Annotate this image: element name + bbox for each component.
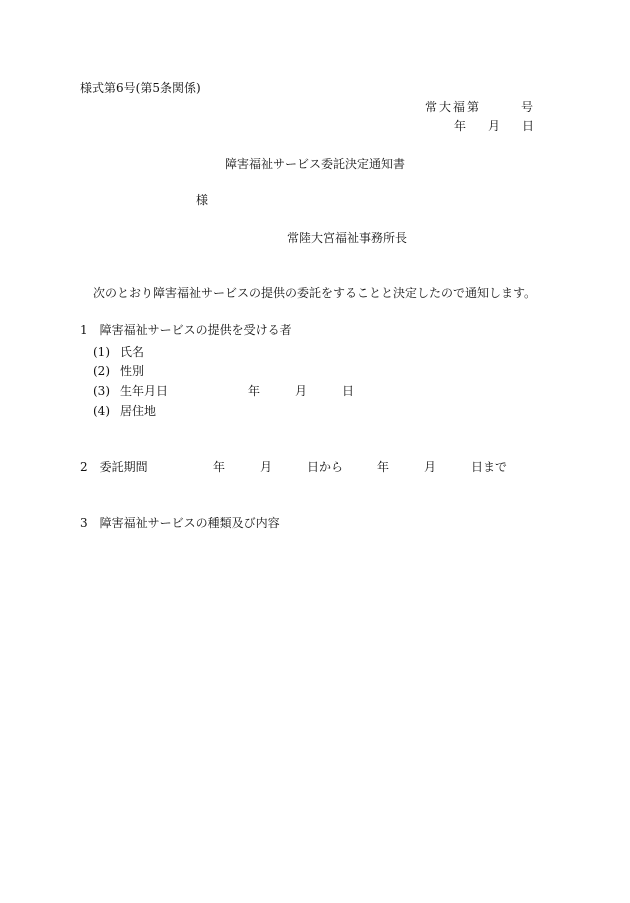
issuer-name: 常陸大宮福祉事務所長 [287, 231, 408, 245]
birthdate-year: 年 [248, 384, 261, 398]
body-text: 次のとおり障害福祉サービスの提供の委託をすることと決定したので通知します。 [93, 286, 537, 300]
addressee-suffix: 様 [196, 193, 209, 207]
item-4-number: (4) [93, 404, 110, 418]
period-start-month: 月 [260, 460, 273, 474]
item-2-number: (2) [93, 364, 110, 378]
issue-date-month: 月 [488, 119, 501, 133]
section-1-heading: 1 障害福祉サービスの提供を受ける者 [80, 323, 292, 337]
period-end-month: 月 [424, 460, 437, 474]
item-3-number: (3) [93, 384, 110, 398]
section-3-heading: 3 障害福祉サービスの種類及び内容 [80, 516, 280, 530]
document-title: 障害福祉サービス委託決定通知書 [225, 157, 406, 171]
birthdate-day: 日 [342, 384, 355, 398]
period-start-year: 年 [213, 460, 226, 474]
item-1-label: 氏名 [120, 345, 145, 359]
form-number: 様式第6号(第5条関係) [80, 81, 201, 95]
item-2-label: 性別 [120, 364, 145, 378]
item-1-number: (1) [93, 345, 110, 359]
period-end-year: 年 [377, 460, 390, 474]
issue-date-day: 日 [522, 119, 535, 133]
birthdate-month: 月 [295, 384, 308, 398]
period-end-day: 日まで [471, 460, 508, 474]
issue-date-year: 年 [454, 119, 467, 133]
item-4-label: 居住地 [120, 404, 157, 418]
section-2-heading: 2 委託期間 [80, 460, 148, 474]
reference-number-prefix: 常大福第 [425, 100, 482, 114]
item-3-label: 生年月日 [120, 384, 169, 398]
reference-number-suffix: 号 [521, 100, 534, 114]
period-start-day: 日から [307, 460, 344, 474]
